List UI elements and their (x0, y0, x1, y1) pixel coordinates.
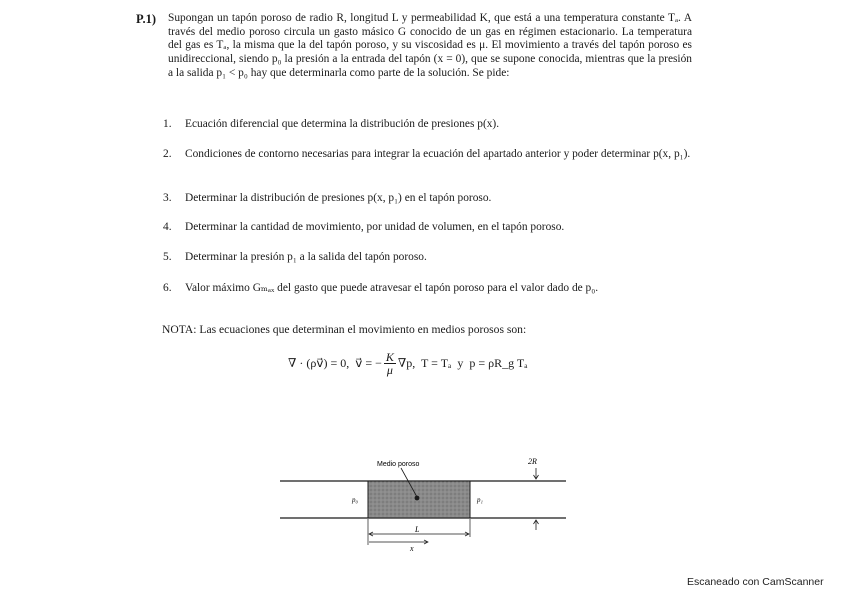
equation-fraction (384, 351, 396, 376)
question-item (163, 221, 693, 235)
question-item (163, 192, 693, 206)
question-item (163, 148, 693, 162)
outlet-pressure-label: p₁ (477, 496, 483, 504)
diameter-label: 2R (528, 457, 537, 466)
porous-plug-diagram (278, 453, 568, 553)
question-item (163, 118, 693, 132)
fraction-denominator: μ (386, 363, 393, 377)
question-number: 6. (163, 282, 172, 294)
question-number: 4. (163, 221, 172, 233)
question-text: Ecuación diferencial que determina la distribución de presiones p(x). (185, 118, 500, 130)
question-text: Valor máximo Gₘₐₓ del gasto que puede atravesar el tapón poroso para el valor dado de p₀. (185, 282, 599, 294)
equation-part-2: ∇p, T = Tₐ y p = ρR_g Tₐ (397, 356, 528, 370)
question-text: Determinar la presión p₁ a la salida del tapón poroso. (185, 251, 427, 263)
fraction-numerator: K (385, 350, 394, 364)
question-item (163, 251, 693, 265)
porous-medium-block (368, 481, 470, 518)
problem-label: P.1) (136, 12, 157, 26)
governing-equations (288, 351, 527, 376)
question-text: Determinar la distribución de presiones p(x, p₁) en el tapón poroso. (185, 192, 492, 204)
problem-statement: Supongan un tapón poroso de radio R, longitud L y permeabilidad K, que está a una temperatura constante Tₐ. A través del medio poroso circula un gasto másico G conocido de un gas en régimen estacionario. La temperatura del gas es Tₐ, la misma que la del tapón poroso, y su viscosidad es μ. El movimiento a través del tapón poroso es unidireccional, siendo p₀ la presión a la entrada del tapón (x = 0), que se supone conocida, mientras que la presión a la salida p₁ < p₀ hay que determinarla como parte de la solución. Se pide: (168, 12, 692, 79)
medium-label-dot (415, 496, 420, 501)
equation-part-1: ∇ · (ρv⃗) = 0, v⃗ = − (288, 356, 382, 370)
question-number: 3. (163, 192, 172, 204)
question-number: 1. (163, 118, 172, 130)
question-number: 5. (163, 251, 172, 263)
length-label: L (415, 525, 420, 534)
question-text: Determinar la cantidad de movimiento, por unidad de volumen, en el tapón poroso. (185, 221, 565, 233)
medium-label: Medio poroso (377, 461, 420, 468)
question-item (163, 282, 693, 296)
inlet-pressure-label: p₀ (352, 496, 358, 504)
question-text: Condiciones de contorno necesarias para integrar la ecuación del apartado anterior y poder determinar p(x, p₁). (185, 148, 691, 160)
scanner-watermark: Escaneado con CamScanner (687, 576, 824, 588)
question-number: 2. (163, 148, 172, 160)
x-label: x (410, 544, 414, 553)
note-text: NOTA: Las ecuaciones que determinan el movimiento en medios porosos son: (162, 323, 527, 336)
